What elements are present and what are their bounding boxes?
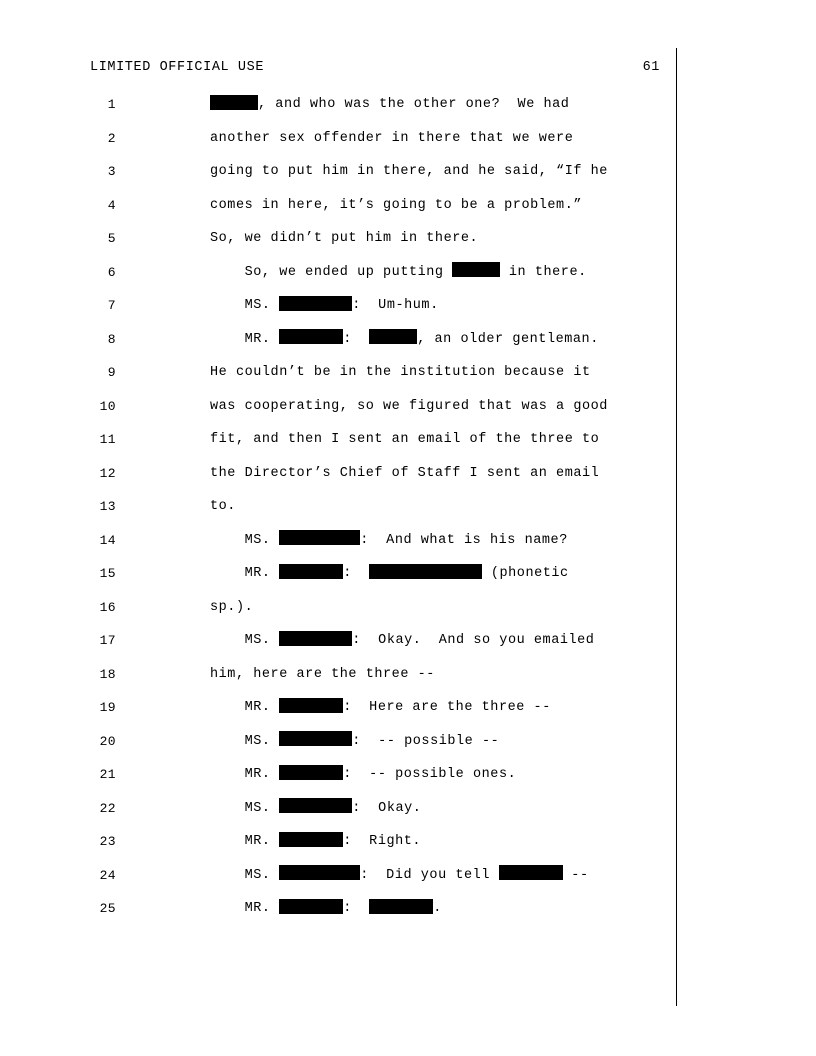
line-text: [210, 256, 587, 290]
redaction-block: [279, 329, 343, 344]
line-text: [210, 155, 608, 189]
text-run: .: [433, 901, 442, 916]
redaction-block: [369, 329, 417, 344]
transcript-line: [90, 122, 670, 156]
redaction-block: [210, 95, 258, 110]
line-text: [210, 122, 573, 156]
transcript-line: [90, 758, 670, 792]
line-number: 6: [107, 264, 116, 280]
line-number: 16: [99, 599, 116, 615]
text-run: He couldn’t be in the institution because it: [210, 365, 591, 380]
transcript-line: [90, 524, 670, 558]
line-number: 17: [99, 633, 116, 648]
text-run: MS.: [210, 298, 280, 313]
line-text: [210, 792, 421, 826]
text-run: comes in here, it’s going to be a problem.”: [210, 197, 583, 213]
line-number: 12: [99, 465, 116, 481]
line-text: [210, 825, 421, 859]
text-run: MS.: [210, 800, 280, 816]
text-run: MR.: [210, 566, 280, 581]
text-run: So, we didn’t put him in there.: [210, 231, 479, 246]
transcript-line: [90, 591, 670, 625]
transcript-line: [90, 859, 670, 893]
text-run: going to put him in there, and he said, “If he: [210, 164, 608, 179]
line-number: 22: [99, 800, 116, 816]
line-text: [210, 859, 589, 893]
page-header: [90, 60, 660, 75]
line-number: 4: [107, 197, 116, 213]
transcript-line: [90, 323, 670, 357]
transcript-line: [90, 155, 670, 189]
line-text: [210, 658, 435, 692]
redaction-block: [279, 865, 360, 880]
redaction-block: [279, 765, 343, 780]
text-run: MS.: [210, 867, 280, 883]
text-run: : Here are the three --: [343, 700, 551, 715]
transcript-line: [90, 256, 670, 290]
line-number: 18: [99, 666, 116, 682]
line-number: 1: [107, 97, 116, 112]
text-run: : -- possible ones.: [343, 767, 517, 782]
text-run: MR.: [210, 700, 280, 715]
line-number: 19: [99, 700, 116, 715]
line-number: 25: [99, 901, 116, 916]
transcript-line: [90, 490, 670, 524]
text-run: : Um-hum.: [352, 298, 439, 313]
transcript-line: [90, 356, 670, 390]
line-text: [210, 758, 516, 792]
text-run: MS.: [210, 733, 280, 749]
line-number: 7: [107, 298, 116, 313]
text-run: : Okay. And so you emailed: [352, 633, 595, 648]
line-number: 13: [99, 499, 116, 514]
line-number: 20: [99, 733, 116, 749]
line-number: 11: [99, 432, 116, 447]
line-number: 14: [99, 532, 116, 548]
line-text: [210, 624, 594, 658]
line-text: [210, 323, 599, 357]
text-run: in there.: [500, 264, 587, 280]
text-run: :: [343, 566, 370, 581]
line-number: 24: [99, 867, 116, 883]
text-run: : Okay.: [352, 800, 422, 816]
text-run: :: [343, 901, 370, 916]
redaction-block: [279, 832, 343, 847]
transcript-line: [90, 88, 670, 122]
transcript-line: [90, 189, 670, 223]
text-run: : Did you tell: [360, 867, 499, 883]
text-run: fit, and then I sent an email of the three to: [210, 432, 600, 447]
line-number: 8: [107, 331, 116, 347]
transcript-line: [90, 725, 670, 759]
text-run: :: [343, 331, 370, 347]
redaction-block: [279, 530, 360, 545]
redaction-block: [369, 899, 433, 914]
redaction-block: [369, 564, 482, 579]
redaction-block: [279, 296, 352, 311]
line-number: 5: [107, 231, 116, 246]
text-run: So, we ended up putting: [210, 264, 453, 280]
redaction-block: [279, 899, 343, 914]
line-text: [210, 892, 442, 926]
text-run: MR.: [210, 331, 280, 347]
line-text: [210, 222, 478, 256]
text-run: him, here are the three --: [210, 666, 435, 682]
classification-marking: LIMITED OFFICIAL USE: [90, 60, 265, 75]
transcript-line: [90, 557, 670, 591]
line-number: 23: [99, 834, 116, 849]
right-margin-rule: [676, 48, 677, 1006]
text-run: to.: [210, 499, 236, 514]
redaction-block: [279, 631, 352, 646]
transcript-line: [90, 457, 670, 491]
text-run: : Right.: [343, 834, 422, 849]
text-run: MS.: [210, 633, 280, 648]
transcript-line: [90, 658, 670, 692]
line-text: [210, 490, 236, 524]
transcript-line: [90, 423, 670, 457]
line-text: [210, 189, 582, 223]
text-run: : -- possible --: [352, 733, 500, 749]
line-text: [210, 591, 253, 625]
line-number: 15: [99, 566, 116, 581]
transcript-line: [90, 390, 670, 424]
line-number: 21: [99, 767, 116, 782]
text-run: sp.).: [210, 599, 254, 615]
redaction-block: [279, 698, 343, 713]
transcript-line: [90, 624, 670, 658]
redaction-block: [499, 865, 563, 880]
line-number: 2: [107, 130, 116, 146]
text-run: MR.: [210, 901, 280, 916]
redaction-block: [279, 731, 352, 746]
line-text: [210, 725, 499, 759]
page-number: 61: [642, 60, 660, 75]
line-text: [210, 691, 551, 725]
text-run: MR.: [210, 767, 280, 782]
text-run: was cooperating, so we figured that was a good: [210, 398, 608, 414]
line-text: [210, 390, 608, 424]
transcript-line: [90, 825, 670, 859]
text-run: , an older gentleman.: [417, 331, 599, 347]
transcript-line: [90, 289, 670, 323]
text-run: another sex offender in there that we were: [210, 130, 574, 146]
line-text: [210, 88, 569, 122]
redaction-block: [452, 262, 500, 277]
text-run: : And what is his name?: [360, 532, 568, 548]
transcript-line: [90, 222, 670, 256]
line-number: 10: [99, 398, 116, 414]
transcript-line: [90, 892, 670, 926]
transcript-line: [90, 691, 670, 725]
text-run: , and who was the other one? We had: [258, 97, 570, 112]
line-text: [210, 524, 568, 558]
line-text: [210, 423, 599, 457]
line-number: 9: [107, 365, 116, 380]
text-run: --: [562, 867, 589, 883]
text-run: MR.: [210, 834, 280, 849]
line-text: [210, 457, 599, 491]
transcript-line: [90, 792, 670, 826]
line-number: 3: [107, 164, 116, 179]
transcript-lines: [90, 88, 670, 926]
line-text: [210, 557, 569, 591]
text-run: the Director’s Chief of Staff I sent an email: [210, 465, 600, 481]
text-run: (phonetic: [482, 566, 569, 581]
redaction-block: [279, 564, 343, 579]
redaction-block: [279, 798, 352, 813]
line-text: [210, 356, 591, 390]
text-run: MS.: [210, 532, 280, 548]
line-text: [210, 289, 439, 323]
